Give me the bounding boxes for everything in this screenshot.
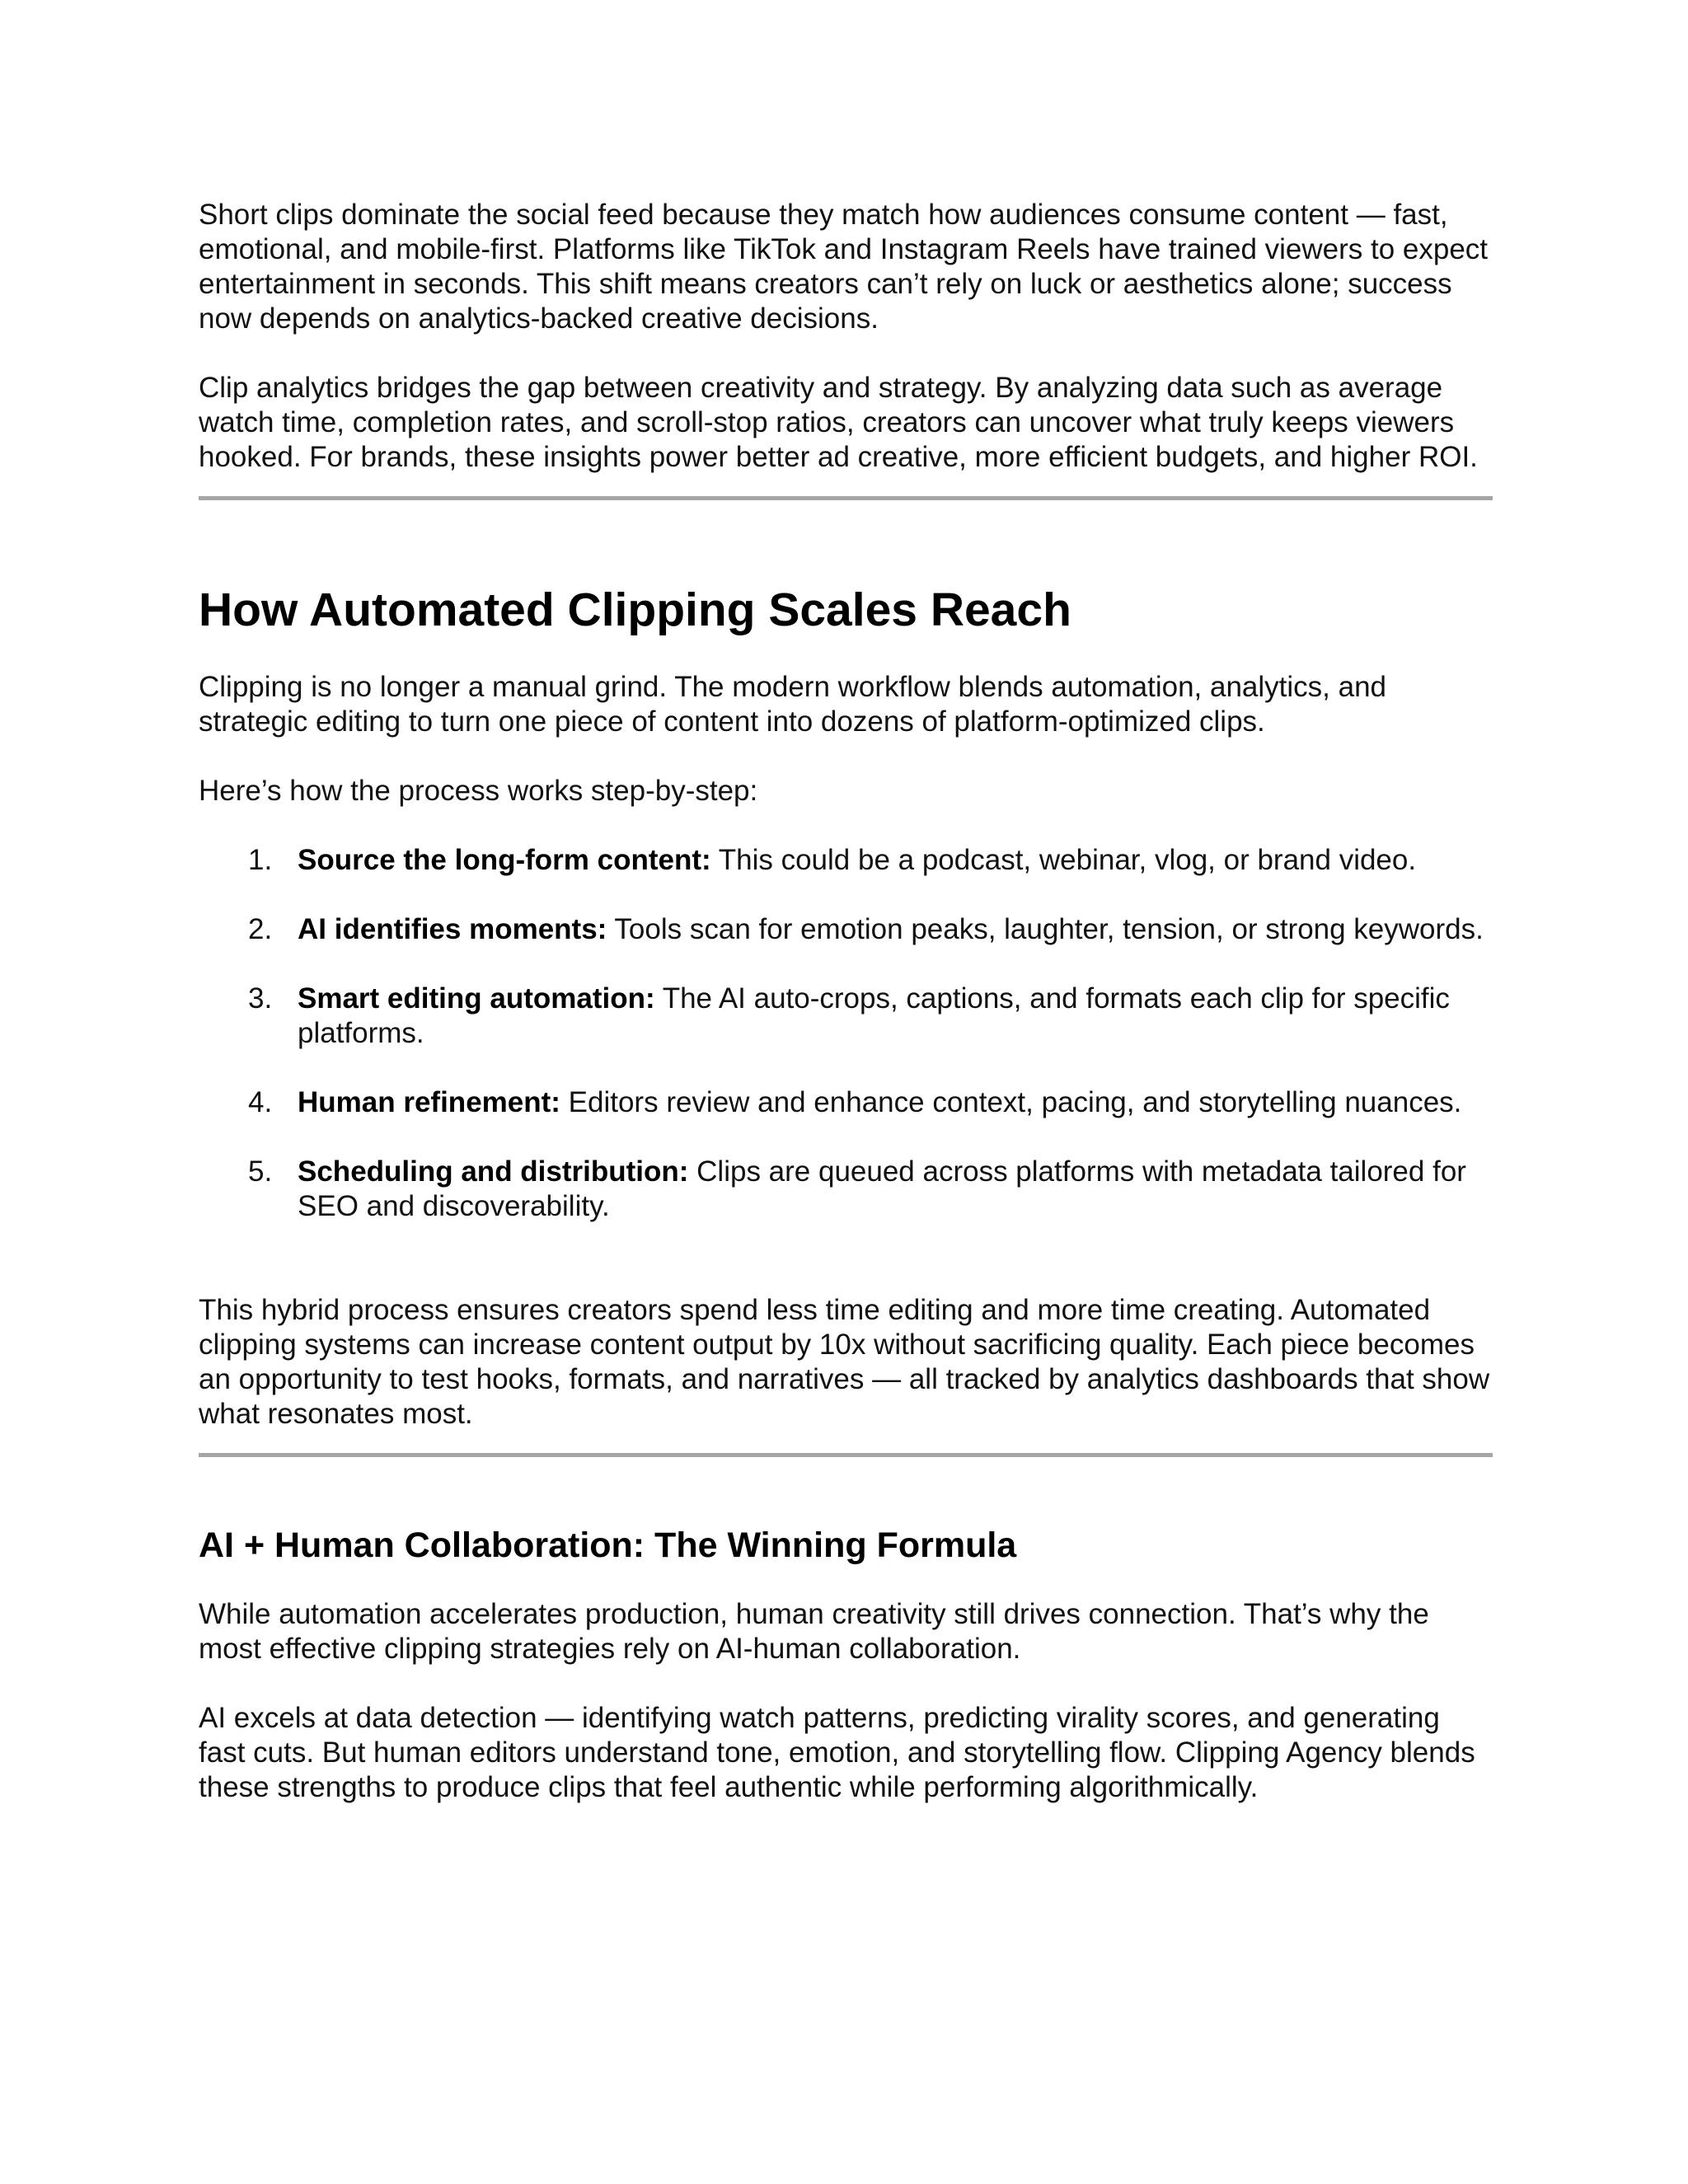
process-steps-list xyxy=(199,843,1493,1224)
intro-paragraph-1: Short clips dominate the social feed because they match how audiences consume content — fast, emotional, and mobile-first. Platforms like TikTok and Instagram Reels have trained viewers to expect entertainment in seconds. This shift means creators can’t rely on luck or aesthetics alone; success now depends on analytics-backed creative decisions. xyxy=(199,199,1489,335)
list-item-term: Scheduling and distribution: xyxy=(298,1155,689,1188)
list-item-number: 1. xyxy=(248,844,273,876)
list-item xyxy=(199,1085,1493,1120)
list-item xyxy=(199,1155,1493,1224)
list-item-number: 4. xyxy=(248,1086,273,1118)
intro-paragraph-2: Clip analytics bridges the gap between creativity and strategy. By analyzing data such as average watch time, completion rates, and scroll-stop ratios, creators can uncover what truly keeps viewers hooked. For brands, these insights power better ad creative, more efficient budgets, and higher ROI. xyxy=(199,372,1478,473)
list-item-number: 5. xyxy=(248,1155,273,1188)
list-item-text: The AI auto-crops, captions, and formats each clip for specific platforms. xyxy=(298,982,1450,1049)
section1-paragraph-1: Clipping is no longer a manual grind. The modern workflow blends automation, analytics, and strategic editing to turn one piece of content into dozens of platform-optimized clips. xyxy=(199,671,1386,738)
list-item-text: Tools scan for emotion peaks, laughter, tension, or strong keywords. xyxy=(607,913,1484,945)
section-heading-ai-human-collaboration: AI + Human Collaboration: The Winning Formula xyxy=(199,1526,1017,1565)
document-body xyxy=(199,198,1493,1805)
list-item-number: 2. xyxy=(248,913,273,945)
section1-paragraph-3: This hybrid process ensures creators spend less time editing and more time creating. Automated clipping systems can increase content output by 10x without sacrificing quality. Each piece becomes an opportunity to test hooks, formats, and narratives — all tracked by analytics dashboards that show what resonates most. xyxy=(199,1294,1490,1430)
list-item-text: This could be a podcast, webinar, vlog, or brand video. xyxy=(710,844,1417,876)
section2-paragraph-1: While automation accelerates production, human creativity still drives connection. That’s why the most effective clipping strategies rely on AI-human collaboration. xyxy=(199,1598,1429,1665)
list-item xyxy=(199,912,1493,947)
list-item-term: AI identifies moments: xyxy=(298,913,607,945)
section2-paragraph-2: AI excels at data detection — identifying watch patterns, predicting virality scores, and generating fast cuts. But human editors understand tone, emotion, and storytelling flow. Clipping Agency blends these strengths to produce clips that feel authentic while performing algorithmically. xyxy=(199,1702,1475,1803)
section-heading-automated-clipping: How Automated Clipping Scales Reach xyxy=(199,583,1071,636)
list-item-term: Smart editing automation: xyxy=(298,982,655,1015)
list-item xyxy=(199,982,1493,1051)
list-item-text: Clips are queued across platforms with metadata tailored for SEO and discoverability. xyxy=(298,1155,1466,1222)
section1-paragraph-2: Here’s how the process works step-by-step: xyxy=(199,775,758,807)
section-divider xyxy=(199,1453,1493,1457)
list-item-term: Source the long-form content: xyxy=(298,844,711,876)
section-divider xyxy=(199,496,1493,500)
list-item xyxy=(199,843,1493,878)
list-item-text: Editors review and enhance context, pacing, and storytelling nuances. xyxy=(560,1086,1462,1118)
list-item-term: Human refinement: xyxy=(298,1086,560,1118)
list-item-number: 3. xyxy=(248,982,273,1015)
